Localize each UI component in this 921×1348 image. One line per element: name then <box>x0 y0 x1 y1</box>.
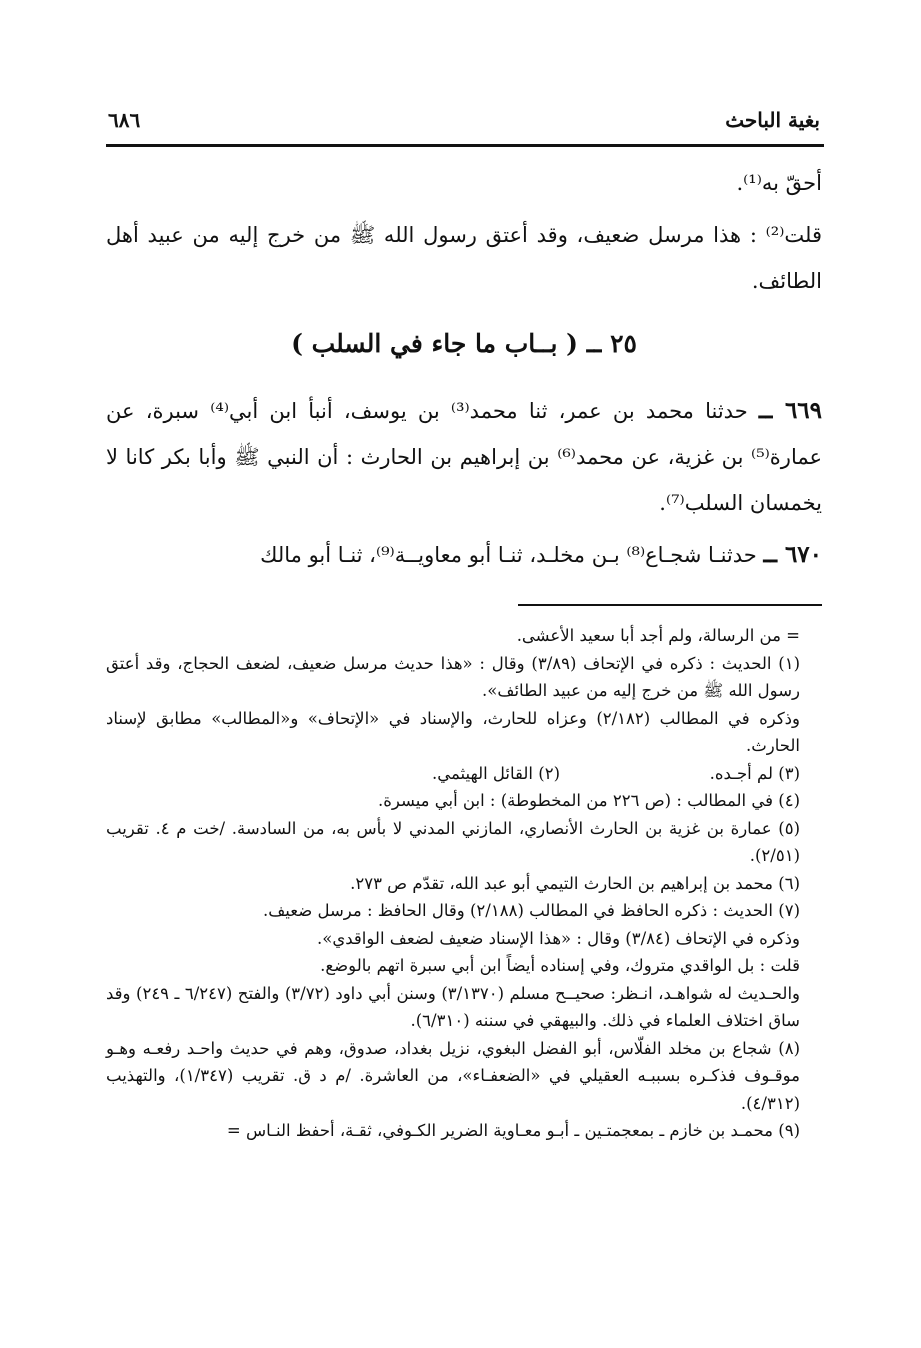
page-number: ٦٨٦ <box>108 108 141 132</box>
header-rule <box>106 144 824 147</box>
chapter-heading: ٢٥ ــ ( بــاب ما جاء في السلب ) <box>291 329 637 358</box>
footnote-9: (٩) محمـد بن خازم ـ بمعجمتـين ـ أبـو معـاوية الضرير الكـوفي، ثقـة، أحفظ النـاس = <box>226 1121 800 1140</box>
hadith-669-text: حدثنا محمد بن عمر، ثنا محمد⁽³⁾ بن يوسف، أنبأ ابن أبي⁽⁴⁾ سبرة، عن عمارة⁽⁵⁾ بن غزية، عن محمد⁽⁶⁾ بن إبراهيم بن الحارث : أن النبي ﷺ وأبا بكر كانا لا يخمسان السلب⁽⁷⁾. <box>106 399 823 515</box>
book-title: بغية الباحث <box>725 108 820 132</box>
footnote-7-shawahid: والحـديث له شواهـد، انـظر: صحيــح مسلم (٣/١٣٧٠) وسنن أبي داود (٣/٧٢) والفتح (٦/٢٤٧ ـ ٢٤٩) وقد ساق اختلاف العلماء في ذلك. والبيهقي في سننه (٦/٣١٠). <box>106 983 801 1030</box>
footnote-4: (٤) في المطالب : (ص ٢٢٦ من المخطوطة) : ابن أبي ميسرة. <box>377 791 800 810</box>
footnote-7-ithaf: وذكره في الإتحاف (٣/٨٤) وقال : «هذا الإسناد ضعيف لضعف الواقدي». <box>317 928 800 948</box>
hadith-670 <box>106 532 822 578</box>
footnote-8: (٨) شجاع بن مخلد الفلّاس، أبو الفضل البغوي، نزيل بغداد، صدوق، وهم في حديث واحـد رفعـه وهـو موقـوف فذكـره بسببـه العقيلي في «الضعفـاء»، من العاشرة. /م د ق. تقريب (١/٣٤٧)، والتهذيب (٤/٣١٢). <box>106 1038 800 1113</box>
footnote-1: (١) الحديث : ذكره في الإتحاف (٣/٨٩) وقال : «هذا حديث مرسل ضعيف، لضعف الحجاج، وقد أعتق رسول الله ﷺ من خرج إليه من عبيد الطائف». <box>106 653 801 700</box>
hadith-670-number: ٦٧٠ ــ <box>763 541 822 568</box>
footnote-continuation: = من الرسالة، ولم أجد أبا سعيد الأعشى. <box>516 626 800 645</box>
footnotes <box>106 622 822 1145</box>
footnote-5: (٥) عمارة بن غزية بن الحارث الأنصاري، المازني المدني لا بأس به، من السادسة. /خت م ٤. تقريب (٢/٥١). <box>106 818 800 865</box>
footnote-3: (٣) لم أجـده. <box>709 763 800 783</box>
footnote-row-2-3 <box>106 760 822 788</box>
main-text <box>106 160 822 578</box>
footnote-2: (٢) القائل الهيثمي. <box>431 763 560 783</box>
footnote-rule <box>518 604 822 606</box>
text-line-ahaqq: أحقّ به⁽¹⁾. <box>736 171 822 195</box>
footnote-1-continued: وذكره في المطالب (٢/١٨٢) وعزاه للحارث، والإسناد في «الإتحاف» و«المطالب» مطابق لإسناد الحارث. <box>106 708 800 755</box>
hadith-669-number: ٦٦٩ ــ <box>758 397 823 424</box>
footnote-6: (٦) محمد بن إبراهيم بن الحارث التيمي أبو عبد الله، تقدّم ص ٢٧٣. <box>350 873 800 893</box>
hadith-669 <box>106 388 822 526</box>
hadith-670-text: حدثنـا شجـاع⁽⁸⁾ بـن مخلـد، ثنـا أبو معاويــة⁽⁹⁾، ثنـا أبو مالك <box>260 543 757 567</box>
footnote-7-qult: قلت : بل الواقدي متروك، وفي إسناده أيضاً ابن أبي سبرة اتهم بالوضع. <box>320 956 800 975</box>
qult-paragraph: قلت⁽²⁾ : هذا مرسل ضعيف، وقد أعتق رسول الله ﷺ من خرج إليه من عبيد أهل الطائف. <box>106 223 822 293</box>
running-header <box>108 96 820 132</box>
footnote-7: (٧) الحديث : ذكره الحافظ في المطالب (٢/١٨٨) وقال الحافظ : مرسل ضعيف. <box>262 901 800 920</box>
